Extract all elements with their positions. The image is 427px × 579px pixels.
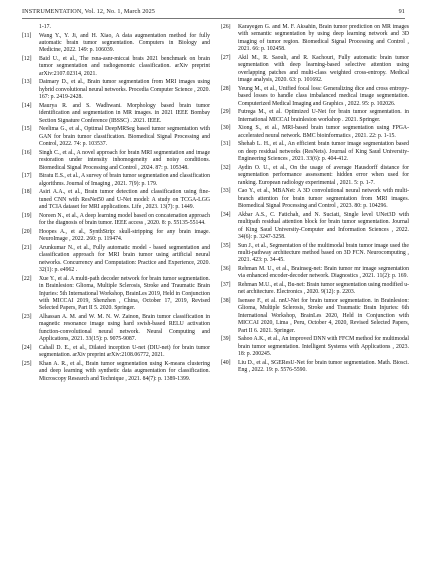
header-rule xyxy=(22,18,405,19)
reference-entry xyxy=(221,109,409,124)
reference-entry xyxy=(221,212,409,242)
reference-text: Daimary D., et al., Brain tumor segmentation from MRI images using hybrid convolutional neural networks. Procedia Computer Science , 2020. 167: p. 2419-2428. xyxy=(39,79,210,101)
reference-entry xyxy=(22,361,210,383)
reference-entry xyxy=(22,126,210,148)
reference-text: Maurya R. and S. Wadhwani. Morphology based brain tumor identification and segmentation in MR images. in 2021 IEEE Bombay Section Signature Conference (IBSSC) . 2021. IEEE. xyxy=(39,102,210,124)
reference-number: [38] xyxy=(221,297,231,304)
reference-number: [32] xyxy=(221,164,231,171)
reference-entry xyxy=(22,189,210,211)
reference-number: [27] xyxy=(221,54,231,61)
reference-text: Aydin O. U., et al., On the usage of average Hausdorff distance for segmentation performance assessment: hidden error when used for ranking. European radiology experimental , 2021. 5: p. 1-7. xyxy=(238,164,409,186)
reference-text: Cao Y., et al., MBANet: A 3D convolutional neural network with multi-branch attention for brain tumor segmentation from MRI images. Biomedical Signal Processing and Control , 2023. 80: p. 104296. xyxy=(238,188,409,210)
reference-entry xyxy=(22,79,210,101)
reference-number: [15] xyxy=(22,126,32,133)
reference-number: [22] xyxy=(22,275,32,282)
reference-number: [28] xyxy=(221,85,231,92)
reference-text: Arunkumar N., et al., Fully automatic model - based segmentation and classification approach for MRI brain tumor using artificial neural networks. Concurrency and Computation: Practice and Experience, 2020. 32(1): p. e4962 . xyxy=(39,244,210,274)
reference-text: Cahall D. E., et al., Dilated inception U-net (DIU-net) for brain tumor segmentation. arXiv preprint arXiv:2108.06772, 2021. xyxy=(39,344,210,359)
reference-entry xyxy=(22,345,210,360)
reference-entry xyxy=(221,125,409,140)
reference-text: Karayegen G. and M. F. Aksahin, Brain tumor prediction on MR images with semantic segmentation by using deep learning network and 3D imaging of tumor region. Biomedical Signal Processing and Control , 2021. 66: p. 102458. xyxy=(238,24,409,53)
reference-text: Wang Y., Y. Ji, and H. Xiao, A data augmentation method for fully automatic brain tumor segmentation. Computers in Biology and Medicine, 2022. 149: p. 106039. xyxy=(39,32,210,54)
reference-entry xyxy=(221,282,409,297)
reference-entry xyxy=(22,229,210,244)
reference-text: Sahoo A.K., et al., An improved DNN with FFCM method for multimodal brain tumor segmentation. Intelligent Systems with Applications , 2023. 18: p. 200245. xyxy=(238,336,409,358)
reference-text: Rehman M.U., et al., Bu-net: Brain tumor segmentation using modified u-net architecture. Electronics , 2020. 9(12): p. 2203. xyxy=(238,281,409,296)
reference-entry xyxy=(22,150,210,172)
reference-entry xyxy=(22,33,210,55)
reference-number: [34] xyxy=(221,211,231,218)
reference-number: [11] xyxy=(22,32,32,39)
reference-text: Alhassan A. M. and W. M. N. W. Zainon, Brain tumor classification in magnetic resonance image using hard swish-based RELU activation function-convolutional neural network. Neural Computing and Applications, 2021. 33(15): p. 9075-9087. xyxy=(39,313,210,343)
reference-number: [26] xyxy=(221,24,231,30)
references-left-column xyxy=(22,24,210,573)
reference-text: Noreen N., et al., A deep learning model based on concatenation approach for the diagnosis of brain tumor. IEEE access , 2020. 8: p. 55135-55144. xyxy=(39,212,210,227)
reference-number: [19] xyxy=(22,212,32,219)
reference-text: Asiri A.A., et al., Brain tumor detection and classification using fine-tuned CNN with ResNet50 and U-Net model: A study on TCGA-LGG and TCIA dataset for MRI applications. Life , 2023. 13(7): p. 1449. xyxy=(39,189,210,211)
reference-entry xyxy=(221,165,409,187)
reference-number: [14] xyxy=(22,102,32,109)
reference-entry xyxy=(221,188,409,210)
reference-entry xyxy=(22,314,210,344)
reference-number: [20] xyxy=(22,228,32,235)
reference-number: [29] xyxy=(221,109,231,116)
reference-number: [16] xyxy=(22,149,32,156)
reference-entry xyxy=(22,56,210,78)
reference-entry xyxy=(221,298,409,335)
reference-text: Isensee F., et al. nnU-Net for brain tumor segmentation. in Brainlesion: Glioma, Multiple Sclerosis, Stroke and Traumatic Brain Injuries: 6th International Workshop, BrainLes 2020, Held in Conjunction with MICCAI 2020, Lima , Peru, October 4, 2020, Revised Selected Papers, Part II 6. 2021. Springer. xyxy=(238,297,409,334)
reference-number: [25] xyxy=(22,360,32,367)
reference-entry xyxy=(221,55,409,85)
continued-reference-fragment: 1-17. xyxy=(39,24,51,30)
reference-entry xyxy=(221,24,409,54)
reference-text: Baid U., et al., The rsna-asnr-miccai brats 2021 benchmark on brain tumor segmentation and radiogenomic classification. arXiv preprint arXiv:2107.02314, 2021. xyxy=(39,56,210,77)
reference-entry xyxy=(221,86,409,108)
reference-entry xyxy=(221,336,409,358)
reference-text: Neelima G., et al., Optimal DeepMRSeg based tumor segmentation with GAN for brain tumor classification. Biomedical Signal Processing and Control, 2022. 74: p. 103537. xyxy=(39,126,210,148)
references-right-column xyxy=(221,24,409,573)
reference-text: Biratu E.S., et al., A survey of brain tumor segmentation and classification algorithms. Journal of Imaging , 2021. 7(9): p. 179. xyxy=(39,173,210,187)
reference-number: [40] xyxy=(221,359,231,366)
reference-entry xyxy=(22,276,210,313)
reference-text: Shehab L. H., et al., An efficient brain tumor image segmentation based on deep residual networks (ResNets). Journal of King Saud University-Engineering Sciences , 2021. 33(6): p. 404-412. xyxy=(238,141,409,163)
reference-number: [30] xyxy=(221,125,231,132)
reference-text: Hoopes A., et al., SynthStrip: skull-stripping for any brain image. NeuroImage , 2022. 260: p. 119474. xyxy=(39,228,210,243)
reference-entry xyxy=(22,245,210,275)
reference-entry xyxy=(221,360,409,375)
reference-number: [18] xyxy=(22,189,32,196)
reference-number: [31] xyxy=(221,141,231,148)
reference-number: [33] xyxy=(221,188,231,195)
reference-entry xyxy=(221,243,409,265)
reference-text: Singh C., et al., A novel approach for brain MRI segmentation and image restoration under intensity inhomogeneity and noisy conditions. Biomedical Signal Processing and Control , 2024. 87: p. 105348. xyxy=(39,149,210,171)
reference-text: Xue Y., et al. A multi-path decoder network for brain tumor segmentation. in Brainlesion: Glioma, Multiple Sclerosis, Stroke and Traumatic Brain Injuries: 5th International Workshop, BrainLes 2019, Held in Conjunction with MICCAI 2019, Shenzhen , China, October 17, 2019, Revised Selected Papers, Part II 5. 2020. Springer. xyxy=(39,275,210,312)
reference-entry xyxy=(22,103,210,125)
reference-number: [21] xyxy=(22,244,32,251)
reference-entry xyxy=(221,266,409,281)
reference-text: Sun J., et al., Segmentation of the multimodal brain tumor image used the multi-pathway architecture method based on 3D FCN. Neurocomputing , 2021. 423: p. 34-45. xyxy=(238,242,409,264)
references-body xyxy=(22,24,409,573)
reference-text: Yeung M., et al., Unified focal loss: Generalizing dice and cross entropy-based losses to handle class imbalanced medical image segmentation. Computerized Medical Imaging and Graphics , 2022. 95: p. 102026. xyxy=(238,85,409,107)
reference-text: Khan A. R., et al., Brain tumor segmentation using K-means clustering and deep learning with synthetic data augmentation for classification. Microscopy Research and Technique , 2021. 84(7): p. 1389-1399. xyxy=(39,360,210,382)
reference-number: [24] xyxy=(22,344,32,351)
reference-number: [35] xyxy=(221,242,231,249)
reference-number: [17] xyxy=(22,173,32,180)
reference-text: Akil M., R. Saouli, and R. Kachouri, Fully automatic brain tumor segmentation with deep learning-based selective attention using overlapping patches and multi-class weighted cross-entropy. Medical image analysis, 2020. 63: p. 101692. xyxy=(238,54,409,84)
reference-text: Xiong S., et al., MRI-based brain tumor segmentation using FPGA-accelerated neural network. BMC bioinformatics , 2021. 22: p. 1-15. xyxy=(238,125,409,139)
reference-entry xyxy=(22,173,210,188)
reference-number: [13] xyxy=(22,79,32,86)
reference-number: [39] xyxy=(221,336,231,343)
reference-entry xyxy=(221,141,409,163)
reference-text: Liu D., et al., SGEResU-Net for brain tumor segmentation. Math. Biosci. Eng , 2022. 19: p. 5576-5590. xyxy=(238,359,409,374)
reference-number: [37] xyxy=(221,281,231,288)
reference-text: Futrega M., et al. Optimized U-Net for brain tumor segmentation. in International MICCAI brainlesion workshop . 2021. Springer. xyxy=(238,109,409,123)
reference-number: [36] xyxy=(221,265,231,272)
page-number: 91 xyxy=(398,8,405,15)
reference-number: [12] xyxy=(22,56,32,62)
running-header xyxy=(22,8,405,22)
reference-number: [23] xyxy=(22,313,32,320)
reference-entry xyxy=(22,213,210,228)
reference-text: Akbar A.S., C. Fatichah, and N. Suciati, Single level UNet3D with multipath residual attention block for brain tumor segmentation. Journal of King Saud University-Computer and Information Sciences , 2022. 34(6): p. 3247-3258. xyxy=(238,211,409,240)
reference-text: Rehman M. U., et al., Brainseg-net: Brain tumor mr image segmentation via enhanced encoder-decoder network. Diagnostics , 2021. 11(2): p. 169. xyxy=(238,265,409,280)
journal-title: INSTRUMENTATION, Vol. 12, No. 1, March 2025 xyxy=(22,8,155,15)
